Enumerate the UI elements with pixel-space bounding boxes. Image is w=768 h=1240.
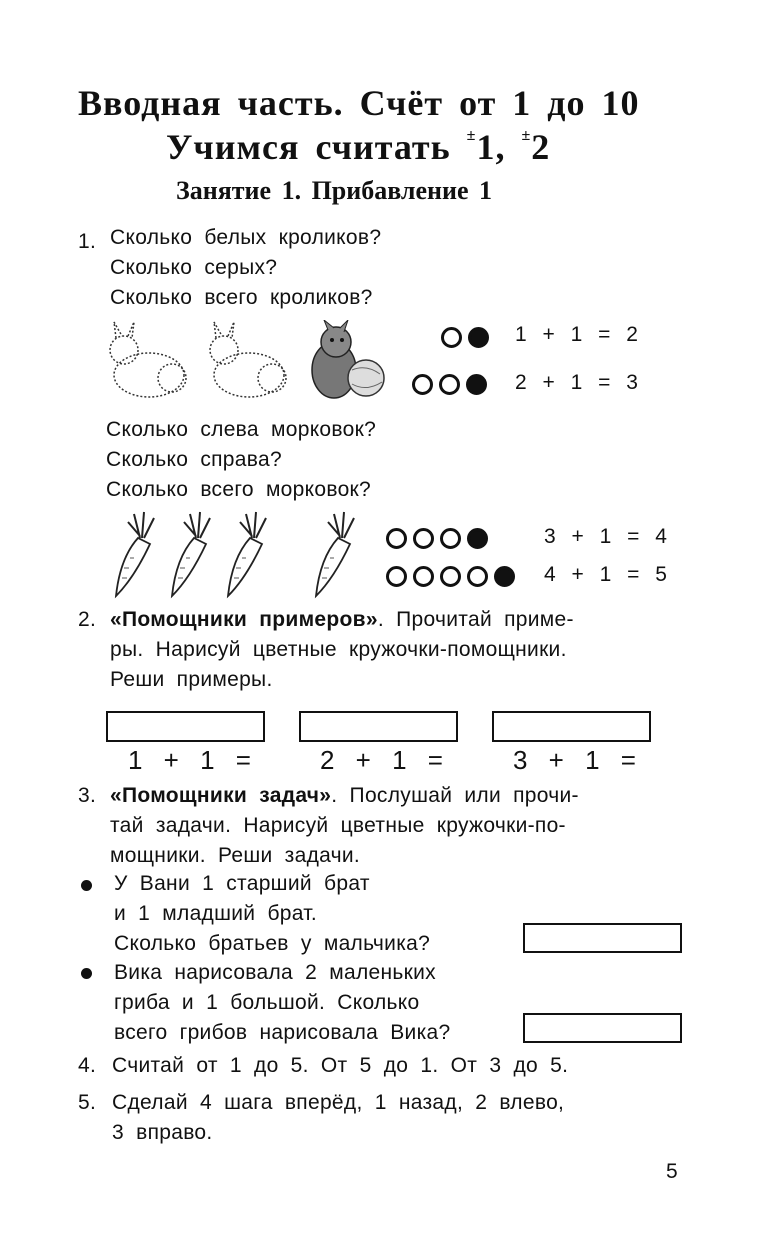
task1-question-1: Сколько белых кроликов? bbox=[110, 226, 382, 249]
answer-box-example-3[interactable] bbox=[492, 711, 651, 742]
chapter-subtitle bbox=[166, 126, 550, 168]
empty-circle bbox=[440, 566, 461, 587]
carrot-dots-1 bbox=[386, 528, 494, 549]
empty-circle bbox=[440, 528, 461, 549]
task3-line-3: мощники. Реши задачи. bbox=[110, 844, 361, 867]
bullet-problem-2 bbox=[81, 968, 92, 979]
empty-circle bbox=[413, 566, 434, 587]
problem2-line-1: Вика нарисовала 2 маленьких bbox=[114, 961, 436, 984]
problem2-line-2: гриба и 1 большой. Сколько bbox=[114, 991, 420, 1014]
task2-line-2: ры. Нарисуй цветные кружочки-помощники. bbox=[110, 638, 567, 661]
answer-box-example-1[interactable] bbox=[106, 711, 265, 742]
task2-line-3: Реши примеры. bbox=[110, 668, 273, 691]
problem1-line-1: У Вани 1 старший брат bbox=[114, 872, 370, 895]
task2-heading: «Помощники примеров» bbox=[110, 608, 378, 631]
task2-line-1-rest: . Прочитай приме- bbox=[377, 608, 574, 631]
task3-line-1 bbox=[110, 784, 579, 808]
carrot-question-2: Сколько справа? bbox=[106, 448, 282, 471]
white-rabbit-1 bbox=[110, 322, 186, 397]
empty-circle bbox=[412, 374, 433, 395]
task3-line-1-rest: . Послушай или прочи- bbox=[331, 784, 579, 807]
task4-number: 4. bbox=[78, 1054, 97, 1077]
task2-line-1 bbox=[110, 608, 574, 632]
plus-minus-sign-2: ± bbox=[521, 127, 532, 144]
carrot-question-3: Сколько всего морковок? bbox=[106, 478, 372, 501]
task3-line-2: тай задачи. Нарисуй цветные кружочки-по- bbox=[110, 814, 566, 837]
carrot-equation-1: 3 + 1 = 4 bbox=[544, 525, 667, 548]
carrot-4 bbox=[316, 512, 354, 596]
rabbits-illustration bbox=[104, 320, 394, 404]
example-1: 1 + 1 = bbox=[128, 745, 251, 775]
task1-question-2: Сколько серых? bbox=[110, 256, 278, 279]
empty-circle bbox=[413, 528, 434, 549]
subtitle-text: Учимся считать bbox=[166, 127, 451, 167]
task4-text: Считай от 1 до 5. От 5 до 1. От 3 до 5. bbox=[112, 1054, 569, 1077]
problem1-line-3: Сколько братьев у мальчика? bbox=[114, 932, 431, 955]
carrot-2 bbox=[172, 512, 210, 596]
rabbit-equation-1: 1 + 1 = 2 bbox=[515, 323, 638, 346]
task5-line-2: 3 вправо. bbox=[112, 1121, 213, 1144]
white-rabbit-2 bbox=[210, 322, 286, 397]
bullet-problem-1 bbox=[81, 880, 92, 891]
carrot-3 bbox=[228, 512, 266, 596]
task1-number: 1. bbox=[78, 230, 97, 253]
example-3: 3 + 1 = bbox=[513, 745, 636, 775]
subtitle-number-1: 1, bbox=[476, 127, 506, 167]
rabbit-equation-2: 2 + 1 = 3 bbox=[515, 371, 638, 394]
page-number: 5 bbox=[666, 1160, 678, 1183]
task1-question-3: Сколько всего кроликов? bbox=[110, 286, 373, 309]
rabbit-dots-2 bbox=[412, 374, 493, 395]
task5-number: 5. bbox=[78, 1091, 97, 1114]
empty-circle bbox=[386, 528, 407, 549]
filled-circle bbox=[468, 327, 489, 348]
carrot-dots-2 bbox=[386, 566, 521, 587]
lesson-title: Занятие 1. Прибавление 1 bbox=[176, 176, 493, 205]
task3-heading: «Помощники задач» bbox=[110, 784, 332, 807]
carrot-equation-2: 4 + 1 = 5 bbox=[544, 563, 667, 586]
empty-circle bbox=[386, 566, 407, 587]
task3-number: 3. bbox=[78, 784, 97, 807]
answer-box-example-2[interactable] bbox=[299, 711, 458, 742]
task2-number: 2. bbox=[78, 608, 97, 631]
problem1-line-2: и 1 младший брат. bbox=[114, 902, 317, 925]
chapter-title: Вводная часть. Счёт от 1 до 10 bbox=[78, 83, 640, 123]
filled-circle bbox=[467, 528, 488, 549]
rabbit-dots-1 bbox=[441, 327, 495, 348]
answer-box-problem-2[interactable] bbox=[523, 1013, 682, 1043]
filled-circle bbox=[466, 374, 487, 395]
gray-rabbit bbox=[312, 320, 384, 398]
plus-minus-sign-1: ± bbox=[466, 127, 477, 144]
filled-circle bbox=[494, 566, 515, 587]
answer-box-problem-1[interactable] bbox=[523, 923, 682, 953]
example-2: 2 + 1 = bbox=[320, 745, 443, 775]
carrot-1 bbox=[116, 512, 154, 596]
subtitle-number-2: 2 bbox=[531, 127, 551, 167]
carrots-illustration bbox=[98, 508, 378, 600]
carrot-question-1: Сколько слева морковок? bbox=[106, 418, 377, 441]
task5-line-1: Сделай 4 шага вперёд, 1 назад, 2 влево, bbox=[112, 1091, 565, 1114]
empty-circle bbox=[439, 374, 460, 395]
problem2-line-3: всего грибов нарисовала Вика? bbox=[114, 1021, 451, 1044]
empty-circle bbox=[441, 327, 462, 348]
empty-circle bbox=[467, 566, 488, 587]
